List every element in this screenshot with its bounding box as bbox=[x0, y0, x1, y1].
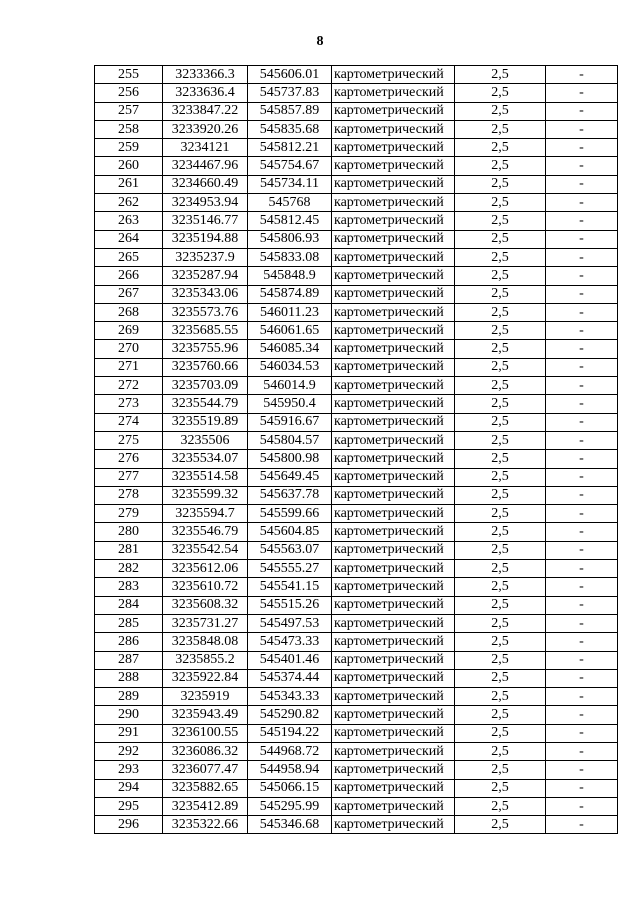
x-coordinate-cell: 3235514.58 bbox=[163, 468, 248, 486]
method-cell: картометрический bbox=[332, 633, 455, 651]
method-cell: картометрический bbox=[332, 175, 455, 193]
method-cell: картометрический bbox=[332, 706, 455, 724]
accuracy-cell: 2,5 bbox=[455, 761, 546, 779]
x-coordinate-cell: 3236100.55 bbox=[163, 724, 248, 742]
y-coordinate-cell: 546085.34 bbox=[248, 340, 332, 358]
x-coordinate-cell: 3234953.94 bbox=[163, 194, 248, 212]
y-coordinate-cell: 545768 bbox=[248, 194, 332, 212]
y-coordinate-cell: 545874.89 bbox=[248, 285, 332, 303]
point-number-cell: 277 bbox=[95, 468, 163, 486]
method-cell: картометрический bbox=[332, 505, 455, 523]
y-coordinate-cell: 545848.9 bbox=[248, 267, 332, 285]
x-coordinate-cell: 3233636.4 bbox=[163, 84, 248, 102]
method-cell: картометрический bbox=[332, 285, 455, 303]
method-cell: картометрический bbox=[332, 450, 455, 468]
method-cell: картометрический bbox=[332, 377, 455, 395]
accuracy-cell: 2,5 bbox=[455, 578, 546, 596]
table-row bbox=[95, 633, 618, 651]
point-number-cell: 296 bbox=[95, 816, 163, 834]
y-coordinate-cell: 546014.9 bbox=[248, 377, 332, 395]
x-coordinate-cell: 3235546.79 bbox=[163, 523, 248, 541]
y-coordinate-cell: 545604.85 bbox=[248, 523, 332, 541]
x-coordinate-cell: 3235760.66 bbox=[163, 358, 248, 376]
note-cell: - bbox=[546, 303, 618, 321]
method-cell: картометрический bbox=[332, 413, 455, 431]
method-cell: картометрический bbox=[332, 139, 455, 157]
x-coordinate-cell: 3235685.55 bbox=[163, 322, 248, 340]
point-number-cell: 285 bbox=[95, 614, 163, 632]
note-cell: - bbox=[546, 66, 618, 84]
method-cell: картометрический bbox=[332, 596, 455, 614]
y-coordinate-cell: 545563.07 bbox=[248, 541, 332, 559]
table-row bbox=[95, 505, 618, 523]
y-coordinate-cell: 545737.83 bbox=[248, 84, 332, 102]
note-cell: - bbox=[546, 505, 618, 523]
note-cell: - bbox=[546, 212, 618, 230]
accuracy-cell: 2,5 bbox=[455, 175, 546, 193]
note-cell: - bbox=[546, 706, 618, 724]
table-row bbox=[95, 84, 618, 102]
note-cell: - bbox=[546, 724, 618, 742]
accuracy-cell: 2,5 bbox=[455, 102, 546, 120]
x-coordinate-cell: 3235943.49 bbox=[163, 706, 248, 724]
note-cell: - bbox=[546, 486, 618, 504]
method-cell: картометрический bbox=[332, 742, 455, 760]
accuracy-cell: 2,5 bbox=[455, 322, 546, 340]
x-coordinate-cell: 3235610.72 bbox=[163, 578, 248, 596]
y-coordinate-cell: 545066.15 bbox=[248, 779, 332, 797]
note-cell: - bbox=[546, 797, 618, 815]
accuracy-cell: 2,5 bbox=[455, 340, 546, 358]
y-coordinate-cell: 545346.68 bbox=[248, 816, 332, 834]
point-number-cell: 272 bbox=[95, 377, 163, 395]
method-cell: картометрический bbox=[332, 212, 455, 230]
x-coordinate-cell: 3235506 bbox=[163, 431, 248, 449]
method-cell: картометрический bbox=[332, 267, 455, 285]
accuracy-cell: 2,5 bbox=[455, 84, 546, 102]
table-row bbox=[95, 761, 618, 779]
y-coordinate-cell: 545541.15 bbox=[248, 578, 332, 596]
point-number-cell: 288 bbox=[95, 669, 163, 687]
note-cell: - bbox=[546, 742, 618, 760]
x-coordinate-cell: 3235599.32 bbox=[163, 486, 248, 504]
method-cell: картометрический bbox=[332, 560, 455, 578]
point-number-cell: 264 bbox=[95, 230, 163, 248]
accuracy-cell: 2,5 bbox=[455, 742, 546, 760]
method-cell: картометрический bbox=[332, 194, 455, 212]
x-coordinate-cell: 3235322.66 bbox=[163, 816, 248, 834]
table-row bbox=[95, 175, 618, 193]
x-coordinate-cell: 3234467.96 bbox=[163, 157, 248, 175]
point-number-cell: 266 bbox=[95, 267, 163, 285]
x-coordinate-cell: 3235731.27 bbox=[163, 614, 248, 632]
table-row bbox=[95, 194, 618, 212]
x-coordinate-cell: 3235848.08 bbox=[163, 633, 248, 651]
x-coordinate-cell: 3235573.76 bbox=[163, 303, 248, 321]
point-number-cell: 265 bbox=[95, 248, 163, 266]
accuracy-cell: 2,5 bbox=[455, 450, 546, 468]
table-row bbox=[95, 66, 618, 84]
note-cell: - bbox=[546, 523, 618, 541]
note-cell: - bbox=[546, 267, 618, 285]
note-cell: - bbox=[546, 560, 618, 578]
note-cell: - bbox=[546, 84, 618, 102]
method-cell: картометрический bbox=[332, 779, 455, 797]
coordinates-table bbox=[94, 65, 618, 834]
point-number-cell: 294 bbox=[95, 779, 163, 797]
point-number-cell: 262 bbox=[95, 194, 163, 212]
note-cell: - bbox=[546, 651, 618, 669]
y-coordinate-cell: 545916.67 bbox=[248, 413, 332, 431]
accuracy-cell: 2,5 bbox=[455, 596, 546, 614]
method-cell: картометрический bbox=[332, 84, 455, 102]
note-cell: - bbox=[546, 431, 618, 449]
note-cell: - bbox=[546, 340, 618, 358]
accuracy-cell: 2,5 bbox=[455, 797, 546, 815]
table-row bbox=[95, 468, 618, 486]
accuracy-cell: 2,5 bbox=[455, 157, 546, 175]
point-number-cell: 292 bbox=[95, 742, 163, 760]
method-cell: картометрический bbox=[332, 816, 455, 834]
table-row bbox=[95, 230, 618, 248]
table-row bbox=[95, 560, 618, 578]
accuracy-cell: 2,5 bbox=[455, 816, 546, 834]
method-cell: картометрический bbox=[332, 322, 455, 340]
x-coordinate-cell: 3233366.3 bbox=[163, 66, 248, 84]
note-cell: - bbox=[546, 761, 618, 779]
x-coordinate-cell: 3233847.22 bbox=[163, 102, 248, 120]
table-row bbox=[95, 578, 618, 596]
point-number-cell: 295 bbox=[95, 797, 163, 815]
table-row bbox=[95, 157, 618, 175]
y-coordinate-cell: 545473.33 bbox=[248, 633, 332, 651]
y-coordinate-cell: 545290.82 bbox=[248, 706, 332, 724]
point-number-cell: 290 bbox=[95, 706, 163, 724]
accuracy-cell: 2,5 bbox=[455, 395, 546, 413]
y-coordinate-cell: 545401.46 bbox=[248, 651, 332, 669]
y-coordinate-cell: 546061.65 bbox=[248, 322, 332, 340]
x-coordinate-cell: 3235194.88 bbox=[163, 230, 248, 248]
note-cell: - bbox=[546, 468, 618, 486]
accuracy-cell: 2,5 bbox=[455, 377, 546, 395]
y-coordinate-cell: 545754.67 bbox=[248, 157, 332, 175]
accuracy-cell: 2,5 bbox=[455, 248, 546, 266]
accuracy-cell: 2,5 bbox=[455, 651, 546, 669]
x-coordinate-cell: 3235343.06 bbox=[163, 285, 248, 303]
point-number-cell: 259 bbox=[95, 139, 163, 157]
x-coordinate-cell: 3235534.07 bbox=[163, 450, 248, 468]
method-cell: картометрический bbox=[332, 669, 455, 687]
x-coordinate-cell: 3235882.65 bbox=[163, 779, 248, 797]
x-coordinate-cell: 3235146.77 bbox=[163, 212, 248, 230]
note-cell: - bbox=[546, 139, 618, 157]
note-cell: - bbox=[546, 102, 618, 120]
method-cell: картометрический bbox=[332, 303, 455, 321]
point-number-cell: 278 bbox=[95, 486, 163, 504]
method-cell: картометрический bbox=[332, 230, 455, 248]
y-coordinate-cell: 545374.44 bbox=[248, 669, 332, 687]
y-coordinate-cell: 545833.08 bbox=[248, 248, 332, 266]
x-coordinate-cell: 3235608.32 bbox=[163, 596, 248, 614]
method-cell: картометрический bbox=[332, 797, 455, 815]
note-cell: - bbox=[546, 541, 618, 559]
y-coordinate-cell: 545950.4 bbox=[248, 395, 332, 413]
x-coordinate-cell: 3235922.84 bbox=[163, 669, 248, 687]
point-number-cell: 286 bbox=[95, 633, 163, 651]
method-cell: картометрический bbox=[332, 541, 455, 559]
table-row bbox=[95, 816, 618, 834]
method-cell: картометрический bbox=[332, 761, 455, 779]
table-row bbox=[95, 688, 618, 706]
table-row bbox=[95, 267, 618, 285]
table-row bbox=[95, 706, 618, 724]
y-coordinate-cell: 545295.99 bbox=[248, 797, 332, 815]
table-row bbox=[95, 724, 618, 742]
note-cell: - bbox=[546, 633, 618, 651]
x-coordinate-cell: 3235287.94 bbox=[163, 267, 248, 285]
accuracy-cell: 2,5 bbox=[455, 706, 546, 724]
y-coordinate-cell: 545649.45 bbox=[248, 468, 332, 486]
accuracy-cell: 2,5 bbox=[455, 614, 546, 632]
point-number-cell: 270 bbox=[95, 340, 163, 358]
x-coordinate-cell: 3235594.7 bbox=[163, 505, 248, 523]
x-coordinate-cell: 3233920.26 bbox=[163, 120, 248, 138]
x-coordinate-cell: 3235855.2 bbox=[163, 651, 248, 669]
note-cell: - bbox=[546, 596, 618, 614]
accuracy-cell: 2,5 bbox=[455, 413, 546, 431]
point-number-cell: 276 bbox=[95, 450, 163, 468]
x-coordinate-cell: 3234121 bbox=[163, 139, 248, 157]
table-row bbox=[95, 614, 618, 632]
y-coordinate-cell: 545835.68 bbox=[248, 120, 332, 138]
point-number-cell: 273 bbox=[95, 395, 163, 413]
point-number-cell: 271 bbox=[95, 358, 163, 376]
accuracy-cell: 2,5 bbox=[455, 267, 546, 285]
page-number: 8 bbox=[316, 34, 324, 49]
accuracy-cell: 2,5 bbox=[455, 541, 546, 559]
table-row bbox=[95, 541, 618, 559]
accuracy-cell: 2,5 bbox=[455, 303, 546, 321]
y-coordinate-cell: 545806.93 bbox=[248, 230, 332, 248]
x-coordinate-cell: 3236077.47 bbox=[163, 761, 248, 779]
method-cell: картометрический bbox=[332, 340, 455, 358]
accuracy-cell: 2,5 bbox=[455, 505, 546, 523]
accuracy-cell: 2,5 bbox=[455, 230, 546, 248]
y-coordinate-cell: 546011.23 bbox=[248, 303, 332, 321]
note-cell: - bbox=[546, 322, 618, 340]
note-cell: - bbox=[546, 157, 618, 175]
accuracy-cell: 2,5 bbox=[455, 358, 546, 376]
method-cell: картометрический bbox=[332, 724, 455, 742]
table-row bbox=[95, 596, 618, 614]
y-coordinate-cell: 545343.33 bbox=[248, 688, 332, 706]
note-cell: - bbox=[546, 285, 618, 303]
table-row bbox=[95, 523, 618, 541]
method-cell: картометрический bbox=[332, 651, 455, 669]
point-number-cell: 263 bbox=[95, 212, 163, 230]
point-number-cell: 268 bbox=[95, 303, 163, 321]
note-cell: - bbox=[546, 194, 618, 212]
point-number-cell: 284 bbox=[95, 596, 163, 614]
accuracy-cell: 2,5 bbox=[455, 285, 546, 303]
note-cell: - bbox=[546, 175, 618, 193]
method-cell: картометрический bbox=[332, 395, 455, 413]
y-coordinate-cell: 544958.94 bbox=[248, 761, 332, 779]
note-cell: - bbox=[546, 248, 618, 266]
y-coordinate-cell: 545734.11 bbox=[248, 175, 332, 193]
accuracy-cell: 2,5 bbox=[455, 431, 546, 449]
table-row bbox=[95, 340, 618, 358]
note-cell: - bbox=[546, 120, 618, 138]
table-row bbox=[95, 322, 618, 340]
point-number-cell: 275 bbox=[95, 431, 163, 449]
point-number-cell: 274 bbox=[95, 413, 163, 431]
x-coordinate-cell: 3235237.9 bbox=[163, 248, 248, 266]
note-cell: - bbox=[546, 688, 618, 706]
y-coordinate-cell: 545857.89 bbox=[248, 102, 332, 120]
table-row bbox=[95, 779, 618, 797]
table-row bbox=[95, 212, 618, 230]
method-cell: картометрический bbox=[332, 120, 455, 138]
table-row bbox=[95, 651, 618, 669]
y-coordinate-cell: 545637.78 bbox=[248, 486, 332, 504]
table-row bbox=[95, 358, 618, 376]
table-row bbox=[95, 742, 618, 760]
x-coordinate-cell: 3235412.89 bbox=[163, 797, 248, 815]
accuracy-cell: 2,5 bbox=[455, 139, 546, 157]
x-coordinate-cell: 3235703.09 bbox=[163, 377, 248, 395]
accuracy-cell: 2,5 bbox=[455, 194, 546, 212]
note-cell: - bbox=[546, 614, 618, 632]
point-number-cell: 267 bbox=[95, 285, 163, 303]
y-coordinate-cell: 545555.27 bbox=[248, 560, 332, 578]
accuracy-cell: 2,5 bbox=[455, 66, 546, 84]
accuracy-cell: 2,5 bbox=[455, 468, 546, 486]
method-cell: картометрический bbox=[332, 578, 455, 596]
table-row bbox=[95, 486, 618, 504]
method-cell: картометрический bbox=[332, 486, 455, 504]
point-number-cell: 260 bbox=[95, 157, 163, 175]
note-cell: - bbox=[546, 450, 618, 468]
accuracy-cell: 2,5 bbox=[455, 669, 546, 687]
table-row bbox=[95, 413, 618, 431]
point-number-cell: 257 bbox=[95, 102, 163, 120]
accuracy-cell: 2,5 bbox=[455, 212, 546, 230]
y-coordinate-cell: 545606.01 bbox=[248, 66, 332, 84]
y-coordinate-cell: 545515.26 bbox=[248, 596, 332, 614]
note-cell: - bbox=[546, 230, 618, 248]
y-coordinate-cell: 544968.72 bbox=[248, 742, 332, 760]
accuracy-cell: 2,5 bbox=[455, 633, 546, 651]
y-coordinate-cell: 545599.66 bbox=[248, 505, 332, 523]
method-cell: картометрический bbox=[332, 614, 455, 632]
x-coordinate-cell: 3234660.49 bbox=[163, 175, 248, 193]
point-number-cell: 280 bbox=[95, 523, 163, 541]
point-number-cell: 255 bbox=[95, 66, 163, 84]
method-cell: картометрический bbox=[332, 431, 455, 449]
point-number-cell: 269 bbox=[95, 322, 163, 340]
x-coordinate-cell: 3235542.54 bbox=[163, 541, 248, 559]
accuracy-cell: 2,5 bbox=[455, 523, 546, 541]
note-cell: - bbox=[546, 377, 618, 395]
table-row bbox=[95, 377, 618, 395]
y-coordinate-cell: 545804.57 bbox=[248, 431, 332, 449]
point-number-cell: 256 bbox=[95, 84, 163, 102]
table-row bbox=[95, 120, 618, 138]
method-cell: картометрический bbox=[332, 358, 455, 376]
accuracy-cell: 2,5 bbox=[455, 120, 546, 138]
y-coordinate-cell: 545812.21 bbox=[248, 139, 332, 157]
point-number-cell: 283 bbox=[95, 578, 163, 596]
x-coordinate-cell: 3235919 bbox=[163, 688, 248, 706]
y-coordinate-cell: 545812.45 bbox=[248, 212, 332, 230]
coordinates-table-body bbox=[95, 66, 618, 834]
x-coordinate-cell: 3235612.06 bbox=[163, 560, 248, 578]
y-coordinate-cell: 546034.53 bbox=[248, 358, 332, 376]
accuracy-cell: 2,5 bbox=[455, 724, 546, 742]
y-coordinate-cell: 545497.53 bbox=[248, 614, 332, 632]
point-number-cell: 258 bbox=[95, 120, 163, 138]
table-row bbox=[95, 395, 618, 413]
table-row bbox=[95, 139, 618, 157]
x-coordinate-cell: 3235755.96 bbox=[163, 340, 248, 358]
table-row bbox=[95, 102, 618, 120]
method-cell: картометрический bbox=[332, 468, 455, 486]
x-coordinate-cell: 3235519.89 bbox=[163, 413, 248, 431]
table-row bbox=[95, 450, 618, 468]
note-cell: - bbox=[546, 779, 618, 797]
y-coordinate-cell: 545800.98 bbox=[248, 450, 332, 468]
note-cell: - bbox=[546, 669, 618, 687]
point-number-cell: 287 bbox=[95, 651, 163, 669]
point-number-cell: 279 bbox=[95, 505, 163, 523]
accuracy-cell: 2,5 bbox=[455, 688, 546, 706]
note-cell: - bbox=[546, 358, 618, 376]
y-coordinate-cell: 545194.22 bbox=[248, 724, 332, 742]
point-number-cell: 261 bbox=[95, 175, 163, 193]
accuracy-cell: 2,5 bbox=[455, 486, 546, 504]
note-cell: - bbox=[546, 413, 618, 431]
method-cell: картометрический bbox=[332, 523, 455, 541]
point-number-cell: 293 bbox=[95, 761, 163, 779]
accuracy-cell: 2,5 bbox=[455, 560, 546, 578]
accuracy-cell: 2,5 bbox=[455, 779, 546, 797]
point-number-cell: 282 bbox=[95, 560, 163, 578]
method-cell: картометрический bbox=[332, 66, 455, 84]
note-cell: - bbox=[546, 395, 618, 413]
point-number-cell: 291 bbox=[95, 724, 163, 742]
table-row bbox=[95, 669, 618, 687]
method-cell: картометрический bbox=[332, 248, 455, 266]
note-cell: - bbox=[546, 816, 618, 834]
method-cell: картометрический bbox=[332, 102, 455, 120]
table-row bbox=[95, 248, 618, 266]
point-number-cell: 289 bbox=[95, 688, 163, 706]
x-coordinate-cell: 3236086.32 bbox=[163, 742, 248, 760]
method-cell: картометрический bbox=[332, 157, 455, 175]
table-row bbox=[95, 797, 618, 815]
x-coordinate-cell: 3235544.79 bbox=[163, 395, 248, 413]
table-row bbox=[95, 285, 618, 303]
point-number-cell: 281 bbox=[95, 541, 163, 559]
method-cell: картометрический bbox=[332, 688, 455, 706]
table-row bbox=[95, 303, 618, 321]
table-row bbox=[95, 431, 618, 449]
note-cell: - bbox=[546, 578, 618, 596]
